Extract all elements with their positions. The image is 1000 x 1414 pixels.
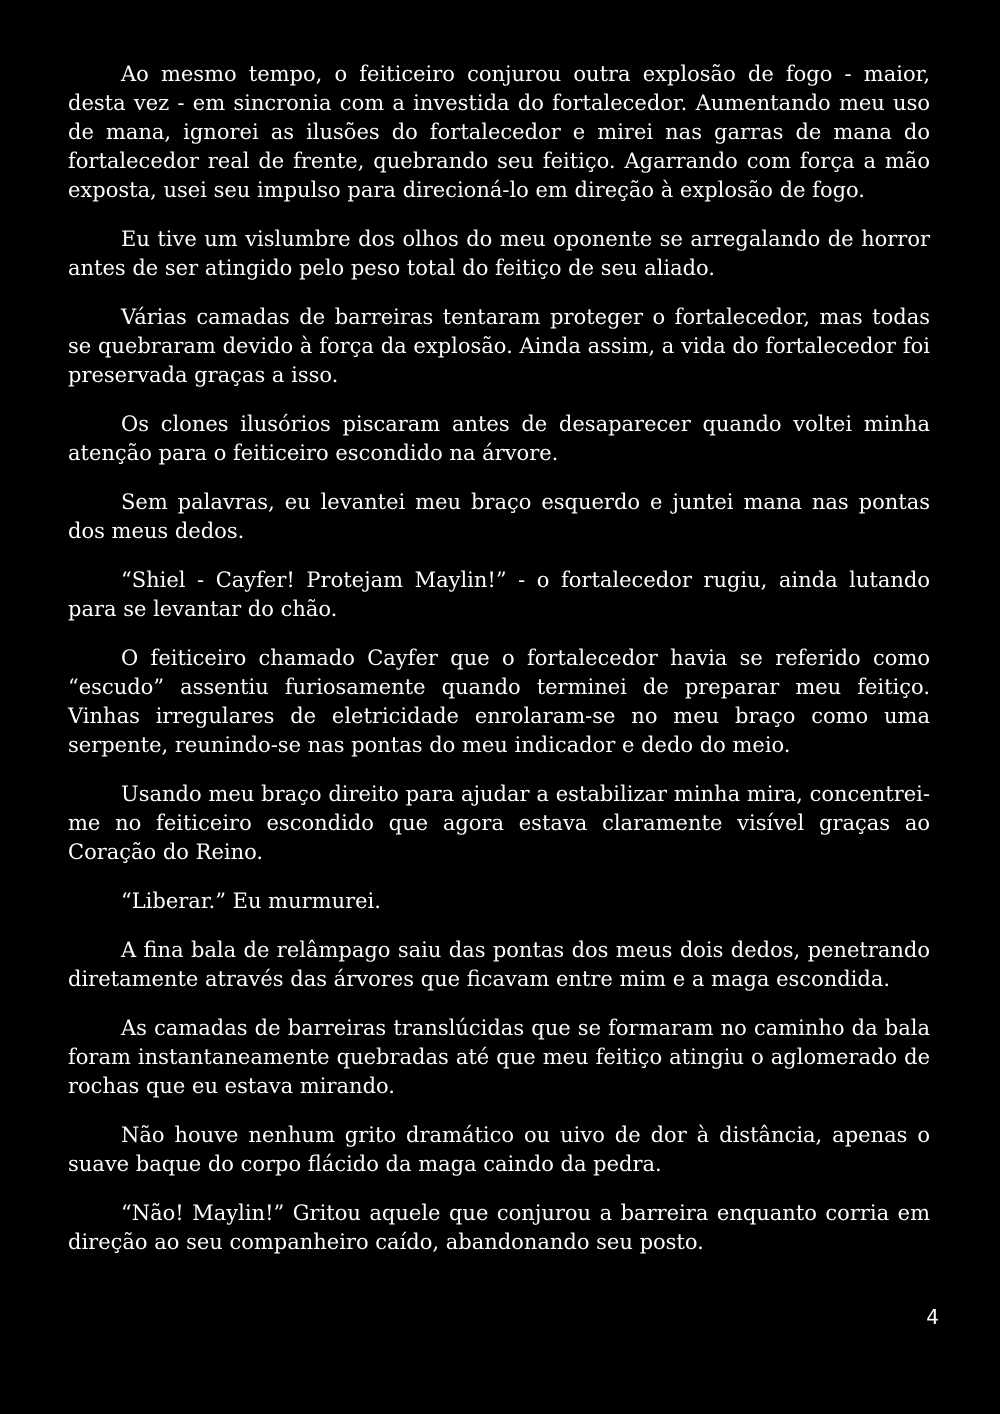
page-number: 4 [926,1305,939,1329]
paragraph-12: Não houve nenhum grito dramático ou uivo de dor à distância, apenas o suave baque do corpo flácido da maga caindo da pedra. [68,1123,930,1176]
paragraph-7: O feiticeiro chamado Cayfer que o fortalecedor havia se referido como “escudo” assentiu furiosamente quando terminei de preparar meu feitiço. Vinhas irregulares de eletricidade enrolaram-se no meu braço como uma serpente, reunindo-se nas pontas do meu indicador e dedo do meio. [68,646,930,757]
paragraph-2: Eu tive um vislumbre dos olhos do meu oponente se arregalando de horror antes de ser atingido pelo peso total do feitiço de seu aliado. [68,227,930,280]
paragraph-1: Ao mesmo tempo, o feiticeiro conjurou outra explosão de fogo - maior, desta vez - em sincronia com a investida do fortalecedor. Aumentando meu uso de mana, ignorei as ilusões do fortalecedor e mirei nas garras de mana do fortalecedor real de frente, quebrando seu feitiço. Agarrando com força a mão exposta, usei seu impulso para direcioná-lo em direção à explosão de fogo. [68,62,930,202]
paragraph-10: A fina bala de relâmpago saiu das pontas dos meus dois dedos, penetrando diretamente através das árvores que ficavam entre mim e a maga escondida. [68,938,930,991]
paragraph-4: Os clones ilusórios piscaram antes de desaparecer quando voltei minha atenção para o feiticeiro escondido na árvore. [68,412,930,465]
paragraph-6: “Shiel - Cayfer! Protejam Maylin!” - o fortalecedor rugiu, ainda lutando para se levantar do chão. [68,568,930,621]
paragraph-8: Usando meu braço direito para ajudar a estabilizar minha mira, concentrei-me no feiticeiro escondido que agora estava claramente visível graças ao Coração do Reino. [68,782,930,864]
paragraph-13: “Não! Maylin!” Gritou aquele que conjurou a barreira enquanto corria em direção ao seu companheiro caído, abandonando seu posto. [68,1201,930,1254]
paragraph-5: Sem palavras, eu levantei meu braço esquerdo e juntei mana nas pontas dos meus dedos. [68,490,930,543]
body-text [68,60,930,1277]
paragraph-11: As camadas de barreiras translúcidas que se formaram no caminho da bala foram instantaneamente quebradas até que meu feitiço atingiu o aglomerado de rochas que eu estava mirando. [68,1016,930,1098]
paragraph-9: “Liberar.” Eu murmurei. [121,889,381,913]
paragraph-3: Várias camadas de barreiras tentaram proteger o fortalecedor, mas todas se quebraram devido à força da explosão. Ainda assim, a vida do fortalecedor foi preservada graças a isso. [68,305,930,387]
